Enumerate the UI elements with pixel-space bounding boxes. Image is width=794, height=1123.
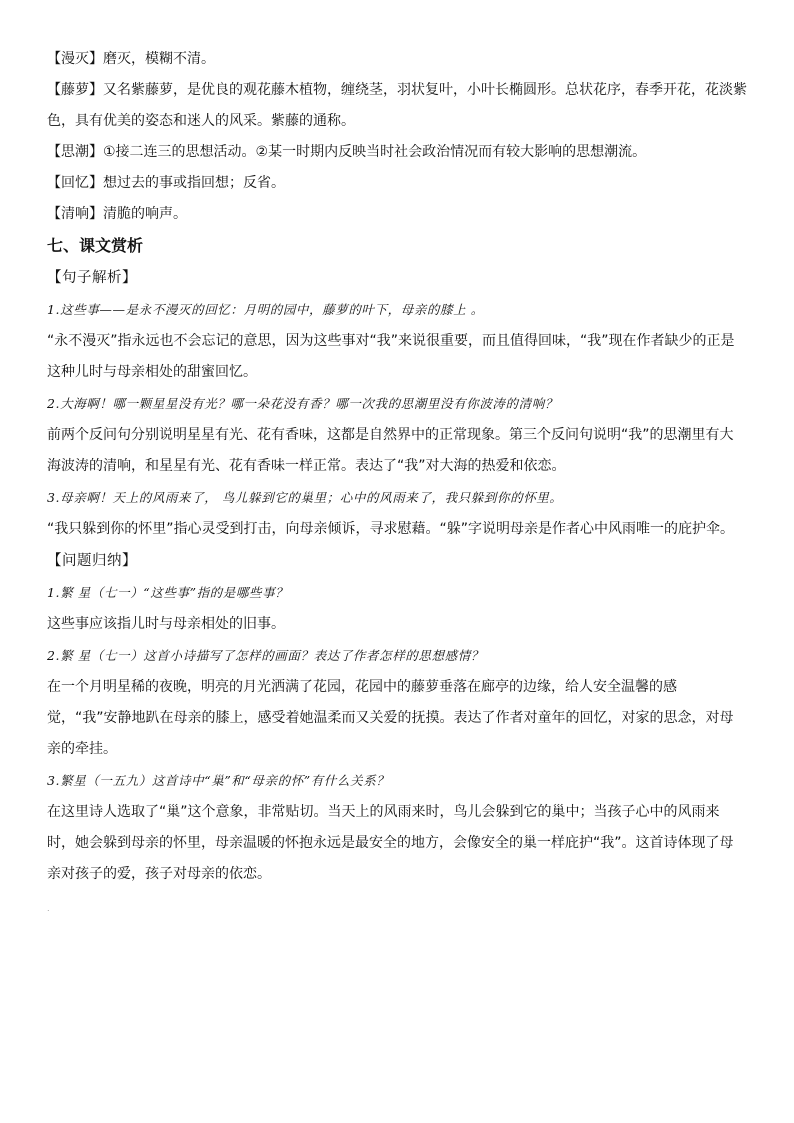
definition-term: 【藤萝】	[47, 82, 103, 98]
definition-term: 【回忆】	[47, 175, 103, 191]
sentence-analysis-label: 【句子解析】	[47, 270, 137, 286]
document-page	[47, 44, 747, 890]
definition-term: 【漫灭】	[47, 51, 103, 67]
question-answer: 在这里诗人选取了“巢”这个意象，非常贴切。当天上的风雨来时，鸟儿会躲到它的巢中；当孩子心中的风雨来时，她会躲到母亲的怀里，母亲温暖的怀抱永远是最安全的地方，会像安全的巢一样庇护“我”。这首诗体现了母亲对孩子的爱，孩子对母亲的依恋。	[47, 804, 734, 882]
analysis-quote: 2.大海啊！哪一颗星星没有光？哪一朵花没有香？哪一次我的思潮里没有你波涛的清响？	[47, 396, 558, 411]
question-answer: 在一个月明星稀的夜晚，明亮的月光洒满了花园，花园中的藤萝垂落在廊亭的边缘，给人安全温馨的感觉，“我”安静地趴在母亲的膝上，感受着她温柔而又关爱的抚摸。表达了作者对童年的回忆，对家的思念，对母亲的牵挂。	[47, 679, 734, 757]
definition-text: 磨灭，模糊不清。	[103, 51, 215, 67]
definition-text: 清脆的响声。	[103, 206, 187, 222]
definition-item	[47, 75, 747, 137]
section-title: 七、课文赏析	[47, 236, 144, 255]
definition-term: 【思潮】	[47, 144, 103, 160]
definition-text: 想过去的事或指回想；反省。	[103, 175, 285, 191]
question-quote: 1.繁 星（七一）“这些事”指的是哪些事？	[47, 585, 289, 600]
definition-term: 【清响】	[47, 206, 103, 222]
definition-text: 又名紫藤萝，是优良的观花藤木植物，缠绕茎，羽状复叶，小叶长椭圆形。总状花序，春季开花，花淡紫色，具有优美的姿态和迷人的风采。紫藤的通称。	[47, 82, 747, 129]
definition-item	[47, 199, 747, 230]
question-quote: 2.繁 星（七一）这首小诗描写了怎样的画面？表达了作者怎样的思想感情？	[47, 648, 484, 663]
analysis-quote: 1.这些事——是永不漫灭的回忆：月明的园中，藤萝的叶下，母亲的膝上 。	[47, 302, 484, 317]
question-quote: 3.繁星（一五九）这首诗中“巢”和“母亲的怀”有什么关系？	[47, 773, 390, 788]
definition-item	[47, 44, 747, 75]
question-answer: 这些事应该指儿时与母亲相处的旧事。	[47, 616, 285, 632]
stray-mark: .	[47, 904, 50, 913]
analysis-text: 前两个反问句分别说明星星有光、花有香味，这都是自然界中的正常现象。第三个反问句说明“我”的思潮里有大海波涛的清响，和星星有光、花有香味一样正常。表达了“我”对大海的热爱和依恋。	[47, 427, 734, 474]
question-summary-label: 【问题归纳】	[47, 553, 137, 569]
analysis-text: “永不漫灭”指永远也不会忘记的意思，因为这些事对“我”来说很重要，而且值得回味，“我”现在作者缺少的正是这种儿时与母亲相处的甜蜜回忆。	[47, 333, 735, 380]
definition-text: ①接二连三的思想活动。②某一时期内反映当时社会政治情况而有较大影响的思想潮流。	[103, 144, 647, 160]
definition-item	[47, 168, 747, 199]
analysis-quote: 3.母亲啊！天上的风雨来了， 鸟儿躲到它的巢里；心中的风雨来了，我只躲到你的怀里。	[47, 490, 563, 505]
analysis-text: “我只躲到你的怀里”指心灵受到打击，向母亲倾诉，寻求慰藉。“躲”字说明母亲是作者心中风雨唯一的庇护伞。	[47, 521, 735, 537]
definition-item	[47, 137, 747, 168]
